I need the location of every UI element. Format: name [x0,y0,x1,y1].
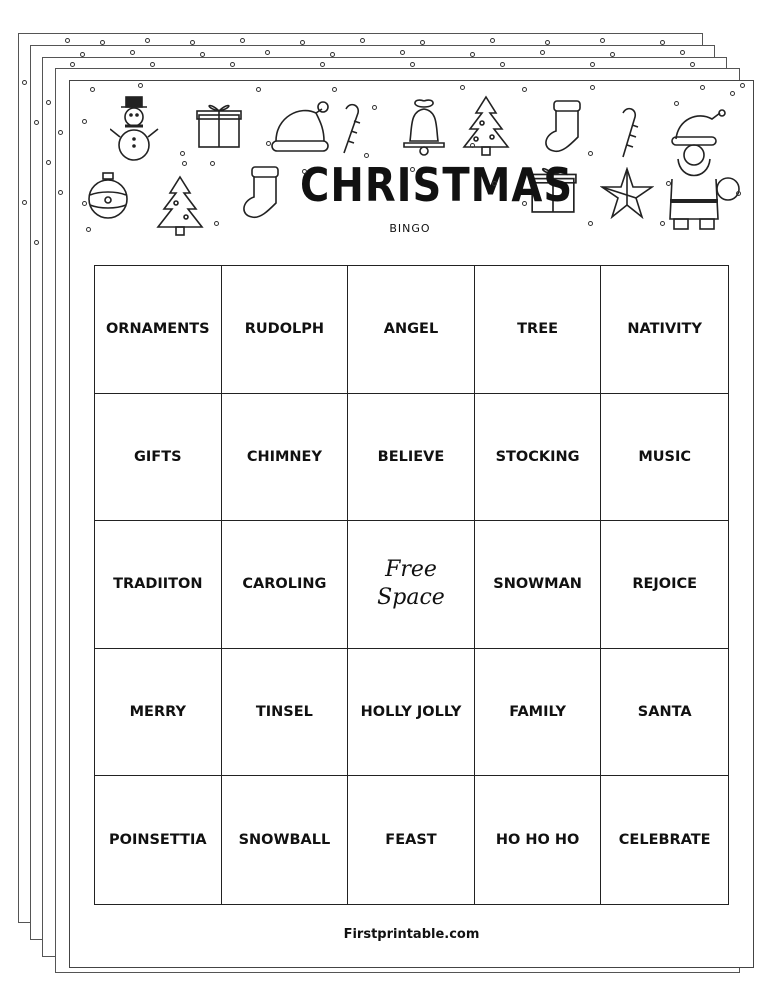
snow-dot [540,50,545,55]
snow-dot [46,160,51,165]
free-space-cell: Free Space [348,521,475,649]
stocking-icon [540,99,590,155]
bingo-cell: TREE [475,266,602,394]
bingo-card [69,80,754,968]
bingo-cell: POINSETTIA [95,776,222,904]
candy-cane-icon [338,99,368,155]
snowman-icon [110,95,160,167]
snow-dot [150,62,155,67]
snow-dot [130,50,135,55]
bingo-cell: RUDOLPH [222,266,349,394]
bingo-cell: CHIMNEY [222,394,349,522]
page-title: CHRISTMAS [300,159,574,213]
snow-dot [320,62,325,67]
ornament-icon [86,171,130,221]
snow-dot [330,52,335,57]
bingo-cell: FAMILY [475,649,602,777]
snow-dot [470,52,475,57]
snow-dot [736,191,741,196]
snow-dot [460,85,465,90]
bingo-cell: TINSEL [222,649,349,777]
snow-dot [590,85,595,90]
snow-dot [588,151,593,156]
bingo-cell: HOLLY JOLLY [348,649,475,777]
snow-dot [700,85,705,90]
snow-dot [522,87,527,92]
snow-dot [300,40,305,45]
bingo-cell: ANGEL [348,266,475,394]
snow-dot [666,181,671,186]
bell-icon [398,97,450,157]
snow-dot [34,120,39,125]
snow-dot [256,87,261,92]
snow-dot [82,119,87,124]
snow-dot [265,50,270,55]
christmas-tree-icon [458,93,514,159]
snow-dot [90,87,95,92]
snow-dot [400,50,405,55]
snow-dot [410,167,415,172]
snow-dot [58,130,63,135]
snow-dot [266,141,271,146]
snow-dot [240,38,245,43]
candy-cane-icon [615,103,645,159]
snow-dot [500,62,505,67]
bingo-cell: SANTA [601,649,728,777]
snow-dot [590,62,595,67]
bingo-cell: CELEBRATE [618,832,711,849]
snow-dot [58,190,63,195]
bingo-cell: MERRY [95,649,222,777]
bingo-cell: BELIEVE [348,394,475,522]
christmas-tree-icon [152,173,208,239]
snow-dot [360,38,365,43]
bingo-cell: CAROLING [222,521,349,649]
snow-dot [34,240,39,245]
bingo-cell: STOCKING [475,394,602,522]
snow-dot [214,221,219,226]
snow-dot [740,83,745,88]
bingo-cell: FEAST [348,776,475,904]
snow-dot [364,153,369,158]
bingo-cell: HO HO HO [475,776,602,904]
snow-dot [470,143,475,148]
snow-dot [22,200,27,205]
bingo-cell: SNOWBALL [222,776,349,904]
snow-dot [80,52,85,57]
snow-dot [490,38,495,43]
snow-dot [372,105,377,110]
bingo-cell: MUSIC [601,394,728,522]
snow-dot [674,101,679,106]
snow-dot [65,38,70,43]
bingo-cell: REJOICE [601,521,728,649]
snow-dot [492,181,497,186]
bingo-grid [94,265,729,905]
snow-dot [145,38,150,43]
santa-hat-icon [270,99,330,155]
bingo-cell: ORNAMENTS [95,266,222,394]
snow-dot [230,62,235,67]
snow-dot [410,62,415,67]
card-header [70,81,753,261]
bingo-cell: TRADIITON [95,521,222,649]
snow-dot [545,40,550,45]
bingo-cell: GIFTS [95,394,222,522]
snow-dot [522,201,527,206]
snow-dot [190,40,195,45]
snow-dot [22,80,27,85]
snow-dot [82,201,87,206]
snow-dot [588,221,593,226]
gift-icon [195,99,243,149]
snow-dot [730,91,735,96]
footer-site-link: Firstprintable.com [343,927,480,942]
santa-icon [662,109,740,237]
snow-dot [680,50,685,55]
snow-dot [70,62,75,67]
snow-dot [210,161,215,166]
bingo-cell: SNOWMAN [475,521,602,649]
page-subtitle: BINGO [389,222,431,235]
snow-dot [332,87,337,92]
snow-dot [86,227,91,232]
snow-dot [610,52,615,57]
snow-dot [420,40,425,45]
star-icon [600,167,654,219]
bingo-cell: NATIVITY [601,266,728,394]
snow-dot [182,161,187,166]
snow-dot [46,100,51,105]
stocking-icon [238,165,288,221]
snow-dot [200,52,205,57]
snow-dot [660,40,665,45]
snow-dot [600,38,605,43]
snow-dot [690,62,695,67]
snow-dot [138,83,143,88]
snow-dot [100,40,105,45]
snow-dot [180,151,185,156]
snow-dot [302,169,307,174]
snow-dot [660,221,665,226]
